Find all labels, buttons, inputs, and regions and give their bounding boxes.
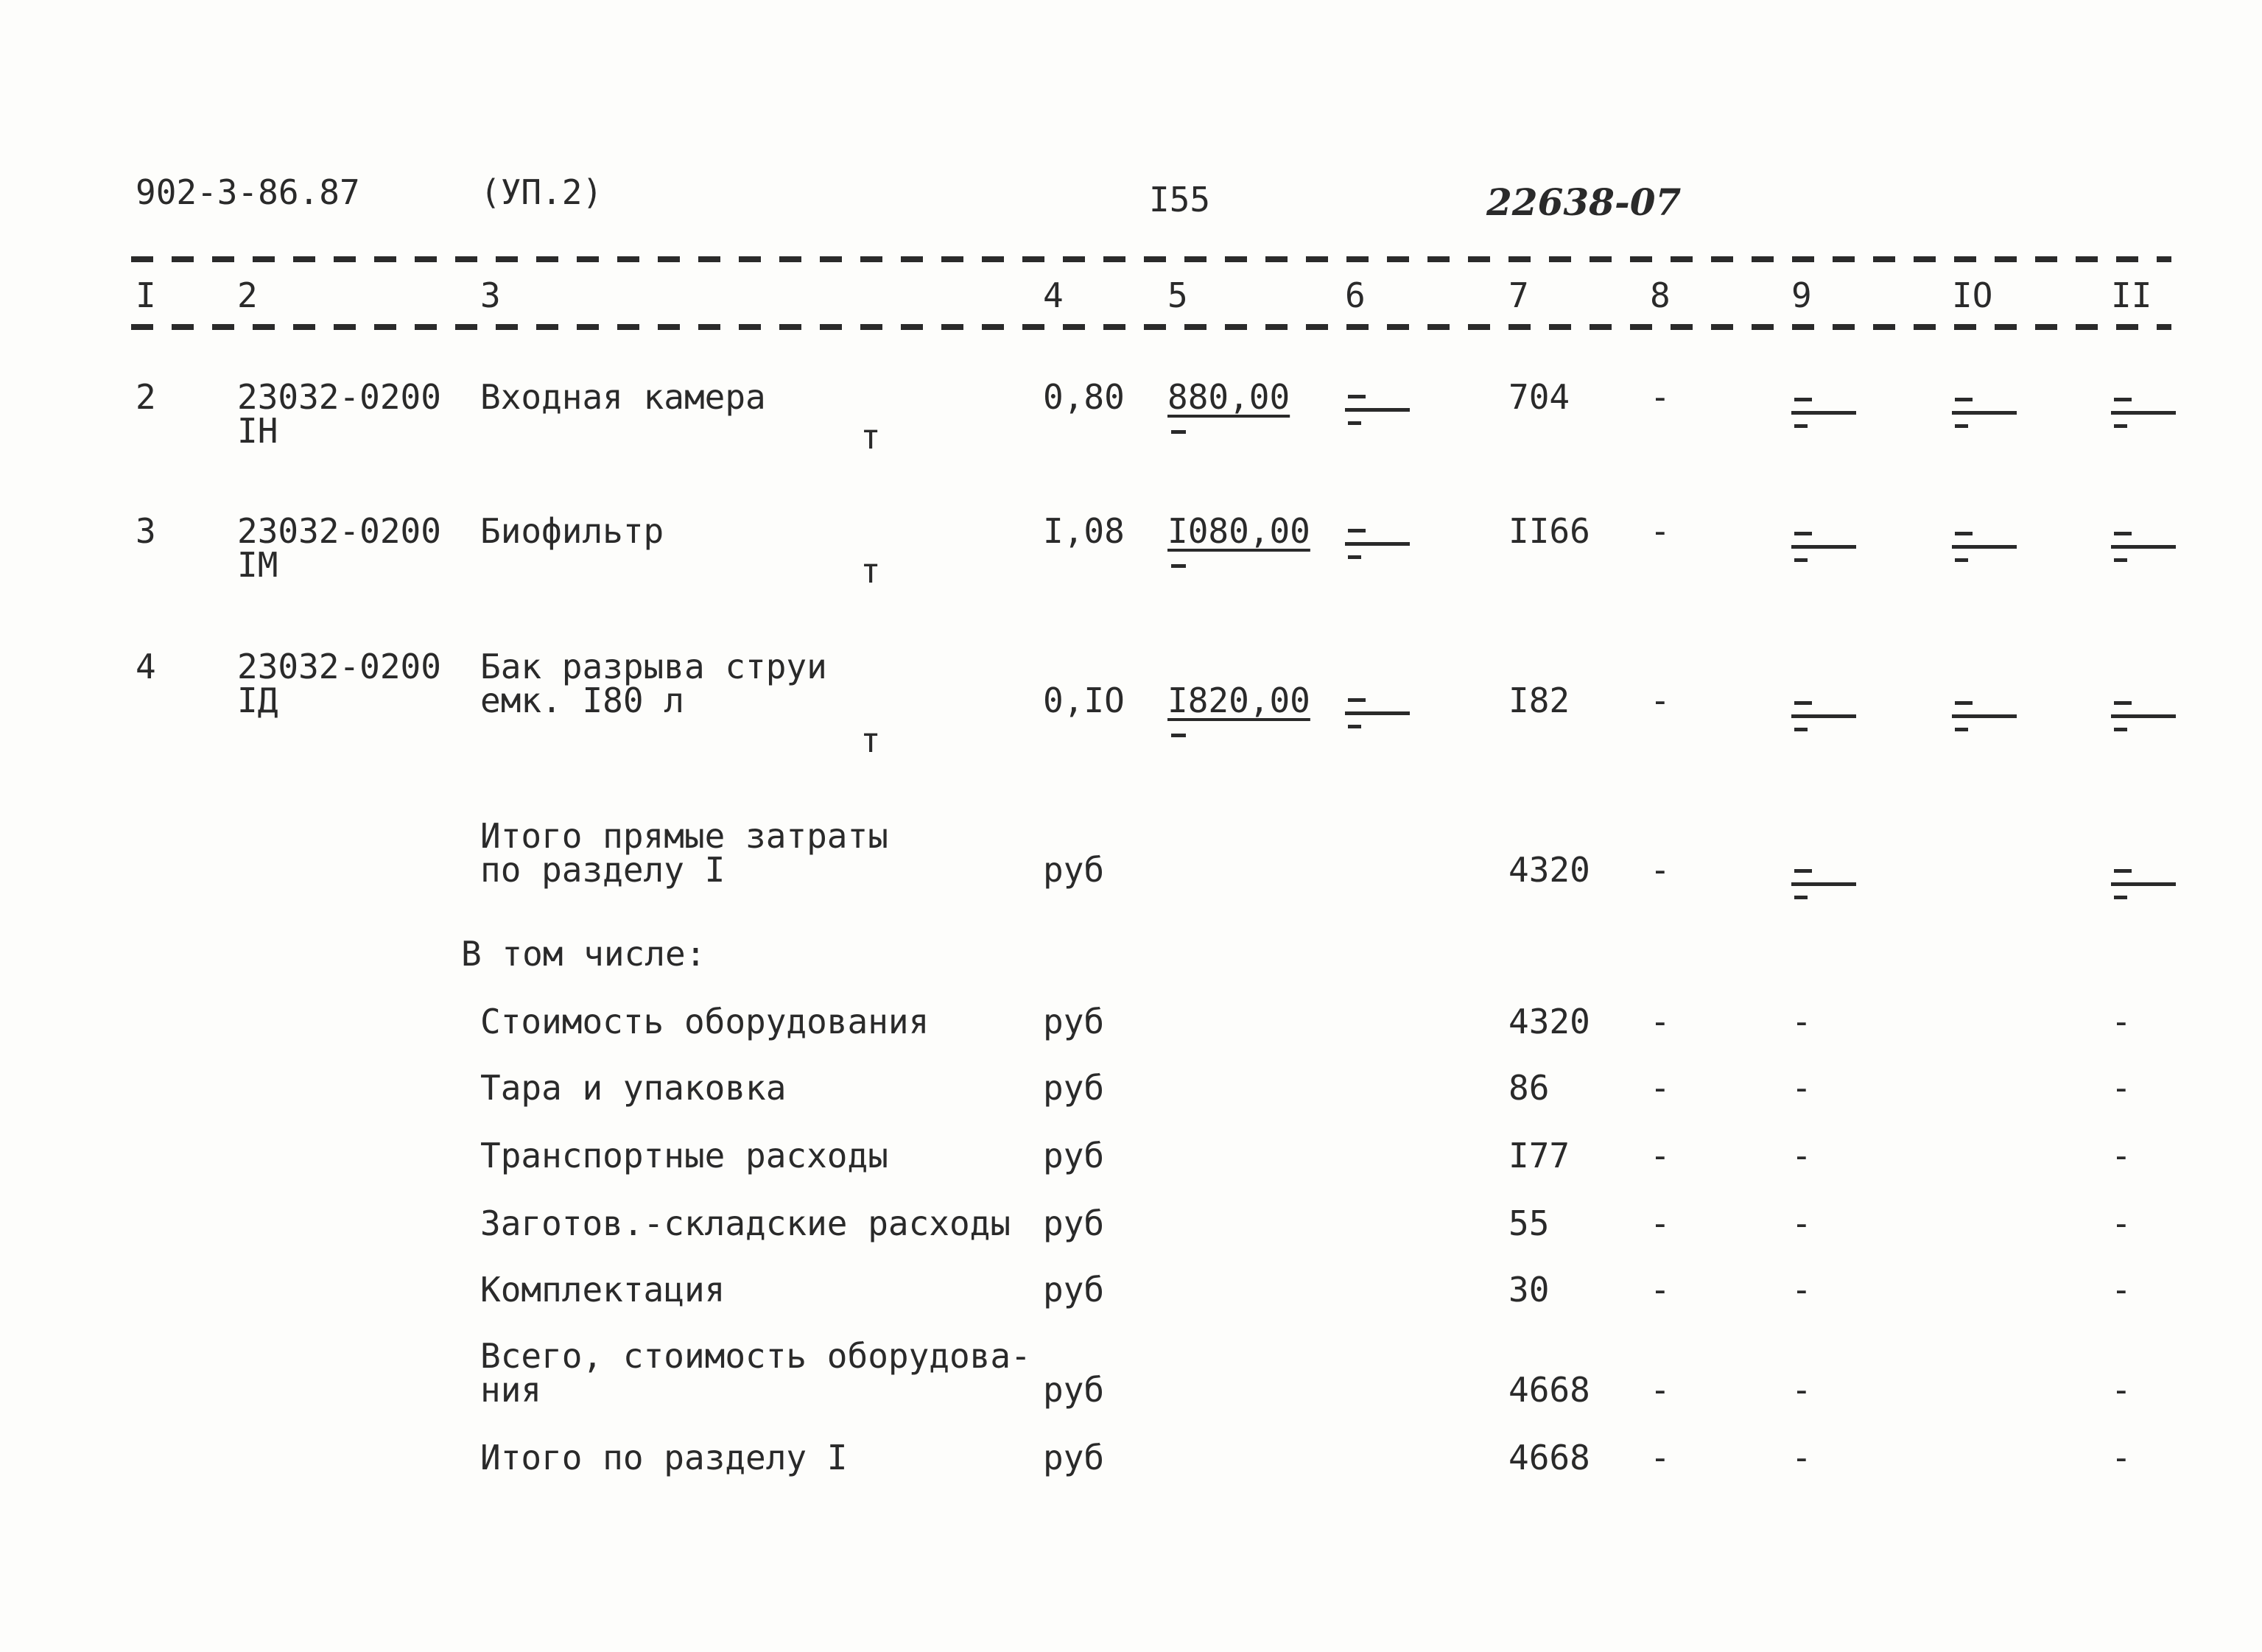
breakdown-total: I77 — [1508, 1136, 1570, 1175]
breakdown-label: Всего, стоимость оборудова- — [480, 1336, 1031, 1376]
item-unit: т — [860, 720, 881, 760]
row-number: 3 — [136, 511, 156, 551]
item-price: 880,00 — [1167, 377, 1290, 417]
album-code: (УП.2) — [480, 172, 603, 212]
including-heading: В том числе: — [461, 934, 706, 974]
breakdown-label-line2: ния — [480, 1370, 542, 1410]
breakdown-total: 4668 — [1508, 1438, 1590, 1477]
column-number: II — [2111, 275, 2152, 315]
column-number: IO — [1952, 275, 1993, 315]
item-col8: - — [1650, 681, 1671, 720]
item-total: 704 — [1508, 377, 1570, 417]
item-code: 23032-0200 — [237, 647, 441, 686]
column-number: 6 — [1345, 275, 1366, 315]
item-total: II66 — [1508, 511, 1590, 551]
ditto-mark — [2111, 398, 2177, 432]
ditto-mark-small — [1171, 734, 1186, 737]
ditto-mark — [1345, 395, 1411, 429]
subtotal-label-line2: по разделу I — [480, 850, 726, 890]
ditto-mark — [2111, 701, 2177, 735]
column-number: 9 — [1791, 275, 1812, 315]
item-name: Бак разрыва струи — [480, 647, 827, 686]
page-number: I55 — [1149, 180, 1211, 219]
ditto-mark — [1952, 701, 2018, 735]
item-price: I080,00 — [1167, 511, 1310, 551]
column-number: 4 — [1043, 275, 1064, 315]
item-col8: - — [1650, 377, 1671, 417]
breakdown-col11: - — [2111, 1370, 2132, 1410]
breakdown-label: Итого по разделу I — [480, 1438, 848, 1477]
column-number: 5 — [1167, 275, 1188, 315]
column-number: 8 — [1650, 275, 1671, 315]
breakdown-unit: руб — [1043, 1203, 1105, 1243]
breakdown-unit: руб — [1043, 1002, 1105, 1041]
ditto-mark — [1791, 398, 1858, 432]
breakdown-col9: - — [1791, 1002, 1812, 1041]
breakdown-col11: - — [2111, 1203, 2132, 1243]
item-price: I820,00 — [1167, 681, 1310, 720]
breakdown-col11: - — [2111, 1136, 2132, 1175]
header-top-rule — [131, 256, 2171, 262]
item-name-line2: емк. I80 л — [480, 681, 684, 720]
subtotal-label: Итого прямые затраты — [480, 816, 888, 856]
item-quantity: I,08 — [1043, 511, 1125, 551]
item-code: 23032-0200 — [237, 511, 441, 551]
ditto-mark — [2111, 532, 2177, 566]
row-number: 4 — [136, 647, 156, 686]
ditto-mark — [1791, 701, 1858, 735]
breakdown-col11: - — [2111, 1438, 2132, 1477]
column-number: I — [136, 275, 156, 315]
header-bottom-rule — [131, 324, 2171, 330]
breakdown-col8: - — [1650, 1136, 1671, 1175]
breakdown-total: 4320 — [1508, 1002, 1590, 1041]
subtotal-col8: - — [1650, 850, 1671, 890]
breakdown-col8: - — [1650, 1438, 1671, 1477]
item-unit: т — [860, 417, 881, 457]
breakdown-col9: - — [1791, 1068, 1812, 1108]
breakdown-col8: - — [1650, 1068, 1671, 1108]
subtotal-unit: руб — [1043, 850, 1105, 890]
column-number: 3 — [480, 275, 501, 315]
ditto-mark — [1791, 532, 1858, 566]
breakdown-col9: - — [1791, 1136, 1812, 1175]
breakdown-col9: - — [1791, 1203, 1812, 1243]
ditto-mark — [1952, 532, 2018, 566]
breakdown-label: Транспортные расходы — [480, 1136, 888, 1175]
breakdown-unit: руб — [1043, 1136, 1105, 1175]
column-number: 2 — [237, 275, 258, 315]
document-code: 902-3-86.87 — [136, 172, 360, 212]
breakdown-col11: - — [2111, 1068, 2132, 1108]
ditto-mark — [1791, 869, 1858, 903]
breakdown-total: 55 — [1508, 1203, 1550, 1243]
breakdown-col8: - — [1650, 1203, 1671, 1243]
item-code: 23032-0200 — [237, 377, 441, 417]
breakdown-label: Стоимость оборудования — [480, 1002, 930, 1041]
item-quantity: 0,80 — [1043, 377, 1125, 417]
ditto-mark-small — [1171, 430, 1186, 434]
ditto-mark — [1345, 698, 1411, 732]
breakdown-unit: руб — [1043, 1068, 1105, 1108]
item-unit: т — [860, 551, 881, 591]
breakdown-total: 4668 — [1508, 1370, 1590, 1410]
ditto-mark — [1952, 398, 2018, 432]
breakdown-total: 86 — [1508, 1068, 1550, 1108]
item-col8: - — [1650, 511, 1671, 551]
item-code-suffix: IД — [237, 681, 278, 720]
item-quantity: 0,IO — [1043, 681, 1125, 720]
breakdown-col11: - — [2111, 1270, 2132, 1310]
breakdown-unit: руб — [1043, 1370, 1105, 1410]
item-name: Входная камера — [480, 377, 766, 417]
breakdown-col8: - — [1650, 1002, 1671, 1041]
breakdown-col9: - — [1791, 1270, 1812, 1310]
breakdown-col9: - — [1791, 1438, 1812, 1477]
breakdown-label: Тара и упаковка — [480, 1068, 787, 1108]
column-number: 7 — [1508, 275, 1529, 315]
inventory-number: 22638-07 — [1486, 180, 1682, 224]
breakdown-label: Заготов.-складские расходы — [480, 1203, 1011, 1243]
row-number: 2 — [136, 377, 156, 417]
ditto-mark-small — [1171, 564, 1186, 568]
item-code-suffix: IН — [237, 411, 278, 451]
breakdown-unit: руб — [1043, 1270, 1105, 1310]
item-code-suffix: IМ — [237, 545, 278, 585]
subtotal-total: 4320 — [1508, 850, 1590, 890]
item-name: Биофильтр — [480, 511, 664, 551]
ditto-mark — [1345, 529, 1411, 563]
breakdown-col9: - — [1791, 1370, 1812, 1410]
breakdown-col8: - — [1650, 1270, 1671, 1310]
breakdown-unit: руб — [1043, 1438, 1105, 1477]
breakdown-label: Комплектация — [480, 1270, 726, 1310]
ditto-mark — [2111, 869, 2177, 903]
breakdown-col8: - — [1650, 1370, 1671, 1410]
item-total: I82 — [1508, 681, 1570, 720]
breakdown-col11: - — [2111, 1002, 2132, 1041]
breakdown-total: 30 — [1508, 1270, 1550, 1310]
